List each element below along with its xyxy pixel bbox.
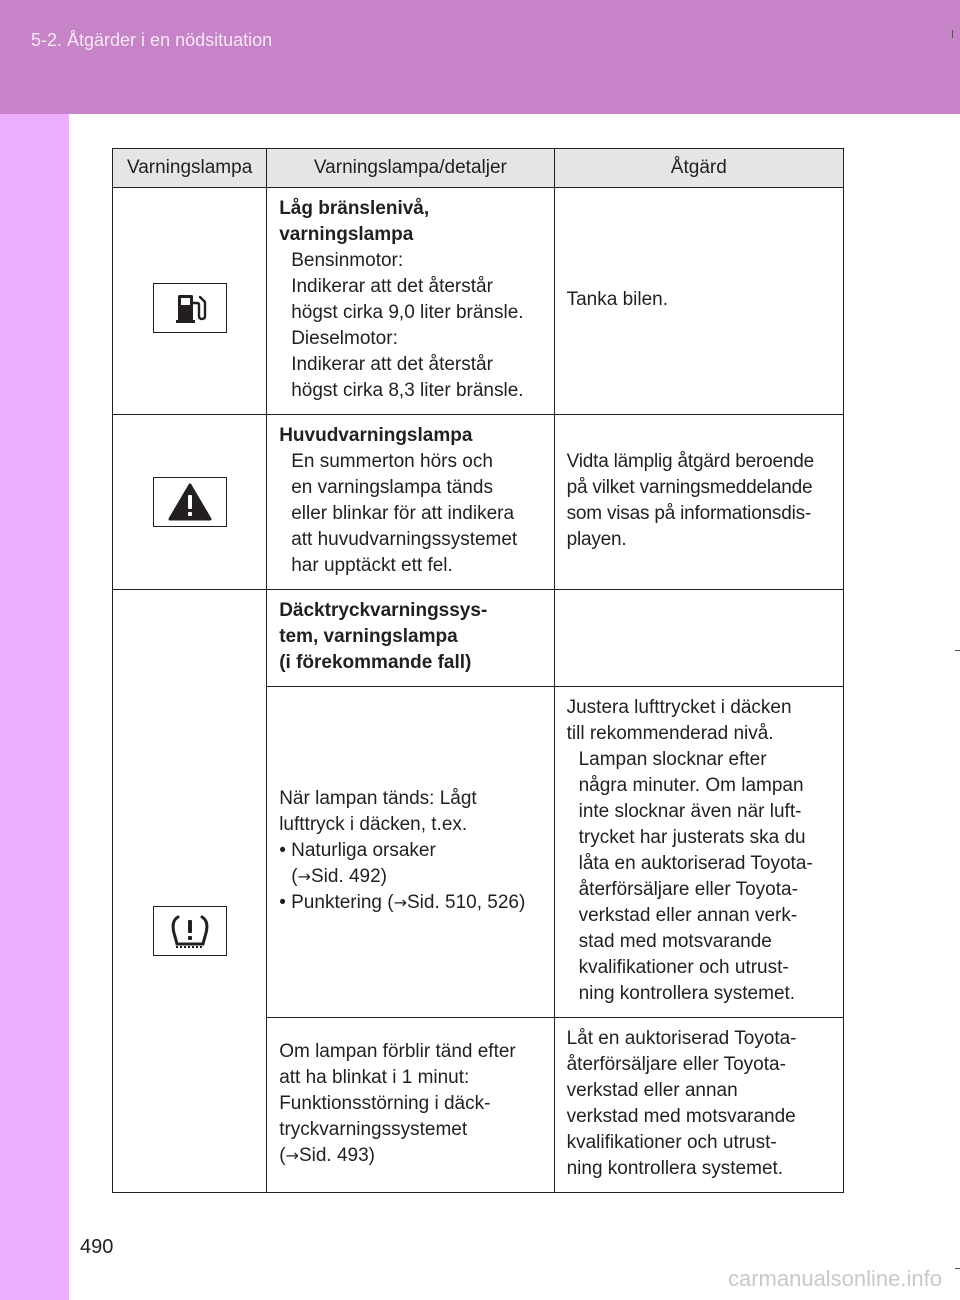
warning-lamp-table	[112, 148, 844, 1193]
detail-line: att huvudvarningssystemet	[291, 529, 518, 550]
watermark: carmanualsonline.info	[727, 1266, 942, 1291]
fuel-pump-icon	[153, 283, 227, 333]
detail-line: När lampan tänds: Lågt	[279, 788, 477, 809]
detail-line: att ha blinkat i 1 minut:	[279, 1067, 470, 1088]
lamp-cell	[113, 188, 267, 415]
action-cell	[554, 188, 843, 415]
action-line: inte slocknar även när luft-	[578, 801, 802, 822]
detail-line: Funktionsstörning i däck-	[279, 1093, 491, 1114]
detail-cell	[267, 415, 554, 590]
page-reference: • Punktering (→Sid. 510, 526)	[279, 892, 526, 913]
action-line: trycket har justerats ska du	[578, 827, 806, 848]
page-header	[0, 0, 960, 114]
detail-line: Bensinmotor:	[291, 250, 404, 271]
arrow-icon: →	[285, 1146, 299, 1165]
action-line: återförsäljare eller Toyota-	[578, 879, 798, 900]
action-line: kvalifikationer och utrust-	[578, 957, 789, 978]
detail-line: Indikerar att det återstår	[291, 276, 493, 297]
page-reference: (→Sid. 493)	[279, 1145, 375, 1166]
master-warning-icon	[153, 477, 227, 527]
lamp-title: Huvudvarningslampa	[279, 425, 473, 446]
lamp-title: tem, varningslampa	[279, 626, 458, 647]
detail-line: lufttryck i däcken, t.ex.	[279, 814, 468, 835]
action-line: några minuter. Om lampan	[578, 775, 804, 796]
detail-line: En summerton hörs och	[291, 451, 493, 472]
table-header-row	[113, 149, 844, 188]
detail-line: har upptäckt ett fel.	[291, 555, 453, 576]
action-line: Låt en auktoriserad Toyota-	[566, 1028, 797, 1049]
action-line: till rekommenderad nivå.	[566, 723, 774, 744]
side-strip	[0, 114, 69, 1300]
column-header-action: Åtgärd	[554, 149, 843, 188]
page-reference: (→Sid. 492)	[291, 866, 387, 887]
action-cell	[554, 415, 843, 590]
tire-pressure-icon	[153, 906, 227, 956]
table-row	[113, 590, 844, 687]
table-row	[113, 188, 844, 415]
action-line: ning kontrollera systemet.	[566, 1158, 784, 1179]
detail-cell	[267, 590, 554, 687]
action-line: låta en auktoriserad Toyota-	[578, 853, 813, 874]
detail-cell	[267, 188, 554, 415]
detail-line: Om lampan förblir tänd efter	[279, 1041, 516, 1062]
action-line: kvalifikationer och utrust-	[566, 1132, 777, 1153]
action-line: stad med motsvarande	[578, 931, 772, 952]
lamp-title: Låg bränslenivå,	[279, 198, 430, 219]
detail-line: högst cirka 8,3 liter bränsle.	[291, 380, 524, 401]
action-line: Justera lufttrycket i däcken	[566, 697, 792, 718]
action-line: som visas på informationsdis-	[566, 503, 812, 524]
action-line: verkstad med motsvarande	[566, 1106, 796, 1127]
lamp-cell	[113, 590, 267, 1193]
action-cell	[554, 1018, 843, 1193]
lamp-title: Däcktryckvarningssys-	[279, 600, 488, 621]
lamp-cell	[113, 415, 267, 590]
crop-mark	[955, 650, 960, 651]
action-line: verkstad eller annan	[566, 1080, 738, 1101]
page-number: 490	[80, 1236, 114, 1258]
action-line: verkstad eller annan verk-	[578, 905, 798, 926]
lamp-title: (i förekommande fall)	[279, 652, 472, 673]
detail-line: eller blinkar för att indikera	[291, 503, 515, 524]
detail-line: Indikerar att det återstår	[291, 354, 493, 375]
detail-line: • Naturliga orsaker	[279, 840, 436, 861]
table-row	[113, 415, 844, 590]
arrow-icon: →	[393, 893, 407, 912]
lamp-title: varningslampa	[279, 224, 414, 245]
action-line: playen.	[566, 529, 627, 550]
column-header-details: Varningslampa/detaljer	[267, 149, 554, 188]
action-line: återförsäljare eller Toyota-	[566, 1054, 786, 1075]
crop-mark	[955, 1268, 960, 1269]
crop-mark	[952, 30, 953, 38]
action-line: Tanka bilen.	[566, 289, 668, 310]
action-line: ning kontrollera systemet.	[578, 983, 796, 1004]
action-line: på vilket varningsmeddelande	[566, 477, 813, 498]
action-cell	[554, 687, 843, 1018]
detail-line: tryckvarningssystemet	[279, 1119, 468, 1140]
arrow-icon: →	[297, 867, 311, 886]
action-cell	[554, 590, 843, 687]
action-line: Vidta lämplig åtgärd beroende	[566, 451, 814, 472]
detail-line: en varningslampa tänds	[291, 477, 493, 498]
column-header-lamp: Varningslampa	[113, 149, 267, 188]
section-title: 5-2. Åtgärder i en nödsituation	[31, 30, 273, 50]
detail-line: högst cirka 9,0 liter bränsle.	[291, 302, 524, 323]
detail-cell	[267, 687, 554, 1018]
action-line: Lampan slocknar efter	[578, 749, 767, 770]
detail-cell	[267, 1018, 554, 1193]
detail-line: Dieselmotor:	[291, 328, 398, 349]
